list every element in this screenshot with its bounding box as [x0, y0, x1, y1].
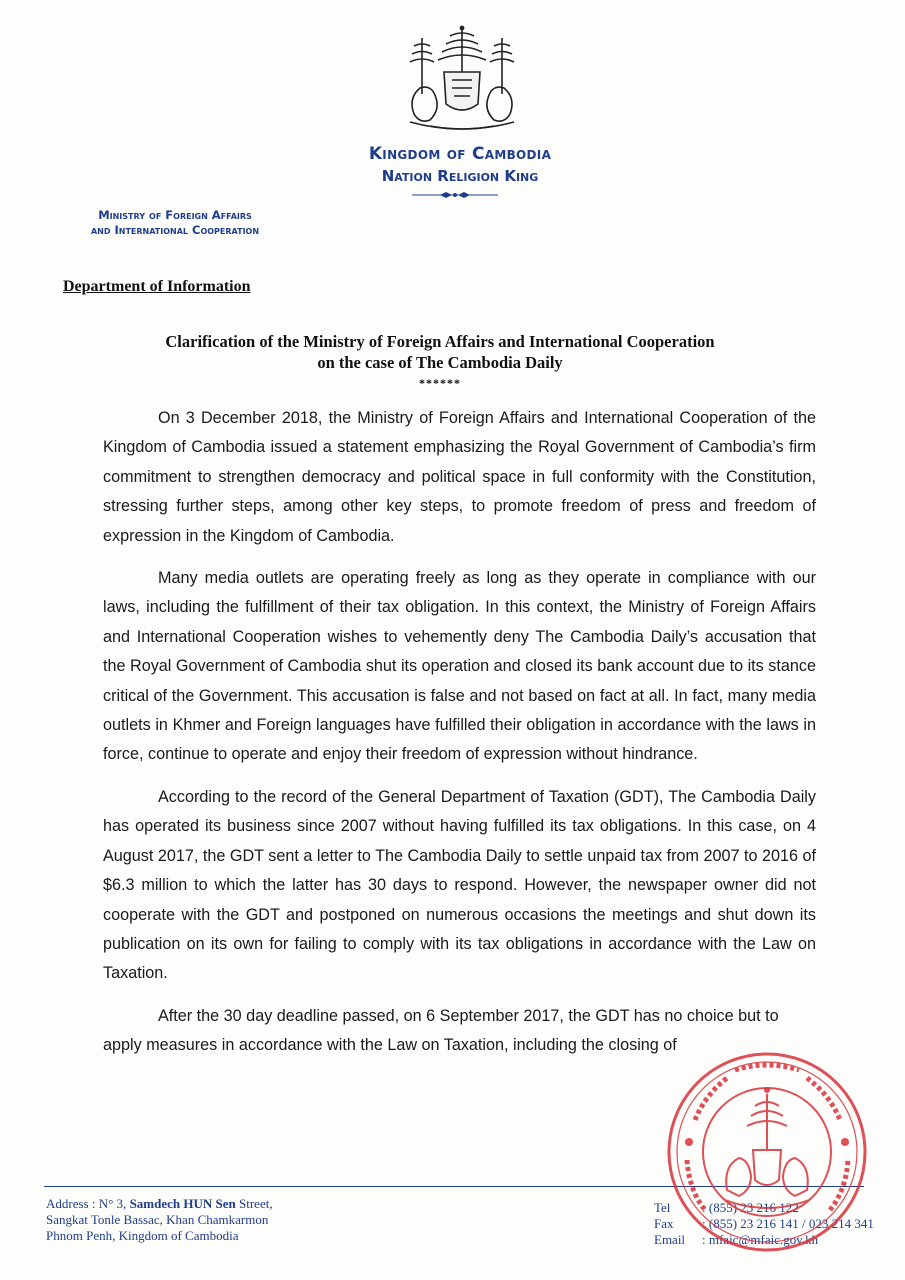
- address-prefix: Address : N° 3,: [46, 1196, 130, 1211]
- department-heading: Department of Information: [63, 278, 251, 295]
- address-street-suffix: Street,: [235, 1196, 273, 1211]
- motto-heading: Nation Religion King: [381, 167, 539, 185]
- paragraph-4: After the 30 day deadline passed, on 6 September 2017, the GDT has no choice but to apply measures in accordance with the Law on Taxation, including the closing of: [103, 1006, 779, 1055]
- address-line2: Sangkat Tonle Bassac, Khan Chamkarmon: [46, 1212, 269, 1227]
- kingdom-heading: Kingdom of Cambodia: [368, 144, 552, 164]
- paragraph-1: On 3 December 2018, the Ministry of Foreign Affairs and International Cooperation of the Kingdom of Cambodia issued a statement emphasizing the Royal Government of Cambodia’s firm commitment to strengthen democracy and political space in full conformity with the Constitution, stressing further steps, among other key steps, to promote freedom of press and freedom of expression in the Kingdom of Cambodia.: [103, 409, 816, 545]
- title-line2: on the case of The Cambodia Daily: [317, 353, 563, 372]
- ministry-name: [40, 208, 310, 238]
- ministry-line1: Ministry of Foreign Affairs: [98, 208, 252, 222]
- fax-value: : (855) 23 216 141 / 023 214 341: [702, 1216, 874, 1231]
- address-line1: [46, 1196, 273, 1212]
- ornament-divider-icon: [410, 190, 500, 200]
- footer-address: [46, 1196, 273, 1244]
- address-street-name: Samdech HUN Sen: [129, 1196, 236, 1211]
- ministry-seal-stamp-icon: [665, 1050, 870, 1255]
- paragraph-2: Many media outlets are operating freely as long as they operate in compliance with our laws, including the fulfillment of their tax obligation. In this context, the Ministry of Foreign Affairs and International Cooperation wishes to vehemently deny The Cambodia Daily’s accusation that the Royal Government of Cambodia shut its operation and closed its bank account due to its stance critical of the Government. This accusation is false and not based on fact at all. In fact, many media outlets in Khmer and Foreign languages have fulfilled their obligation in accordance with the laws in force, continue to operate and enjoy their freedom of expression without hindrance.: [103, 569, 816, 764]
- email-value: : mfaic@mfaic.gov.kh: [702, 1232, 819, 1247]
- address-line3: Phnom Penh, Kingdom of Cambodia: [46, 1228, 239, 1243]
- title-line1: Clarification of the Ministry of Foreign Affairs and International Cooperation: [165, 332, 715, 351]
- document-body: [103, 404, 816, 1074]
- document-title: [60, 331, 820, 373]
- title-separator: ******: [419, 376, 461, 390]
- email-label: Email: [654, 1232, 686, 1247]
- fax-label: Fax: [654, 1216, 674, 1231]
- royal-arms-emblem-icon: [400, 24, 524, 136]
- tel-value: : (855) 23 216 122: [702, 1200, 799, 1215]
- paragraph-3: According to the record of the General Department of Taxation (GDT), The Cambodia Daily has operated its business since 2007 without having fulfilled its tax obligations. In this case, on 4 August 2017, the GDT sent a letter to The Cambodia Daily to settle unpaid tax from 2007 to 2016 of $6.3 million to which the latter has 30 days to respond. However, the newspaper owner did not cooperate with the GDT and postponed on numerous occasions the meetings and shut down its publication on its own for failing to comply with its tax obligations in accordance with the Law on Taxation.: [103, 787, 816, 983]
- tel-label: Tel: [654, 1200, 671, 1215]
- ministry-line2: and International Cooperation: [90, 223, 260, 237]
